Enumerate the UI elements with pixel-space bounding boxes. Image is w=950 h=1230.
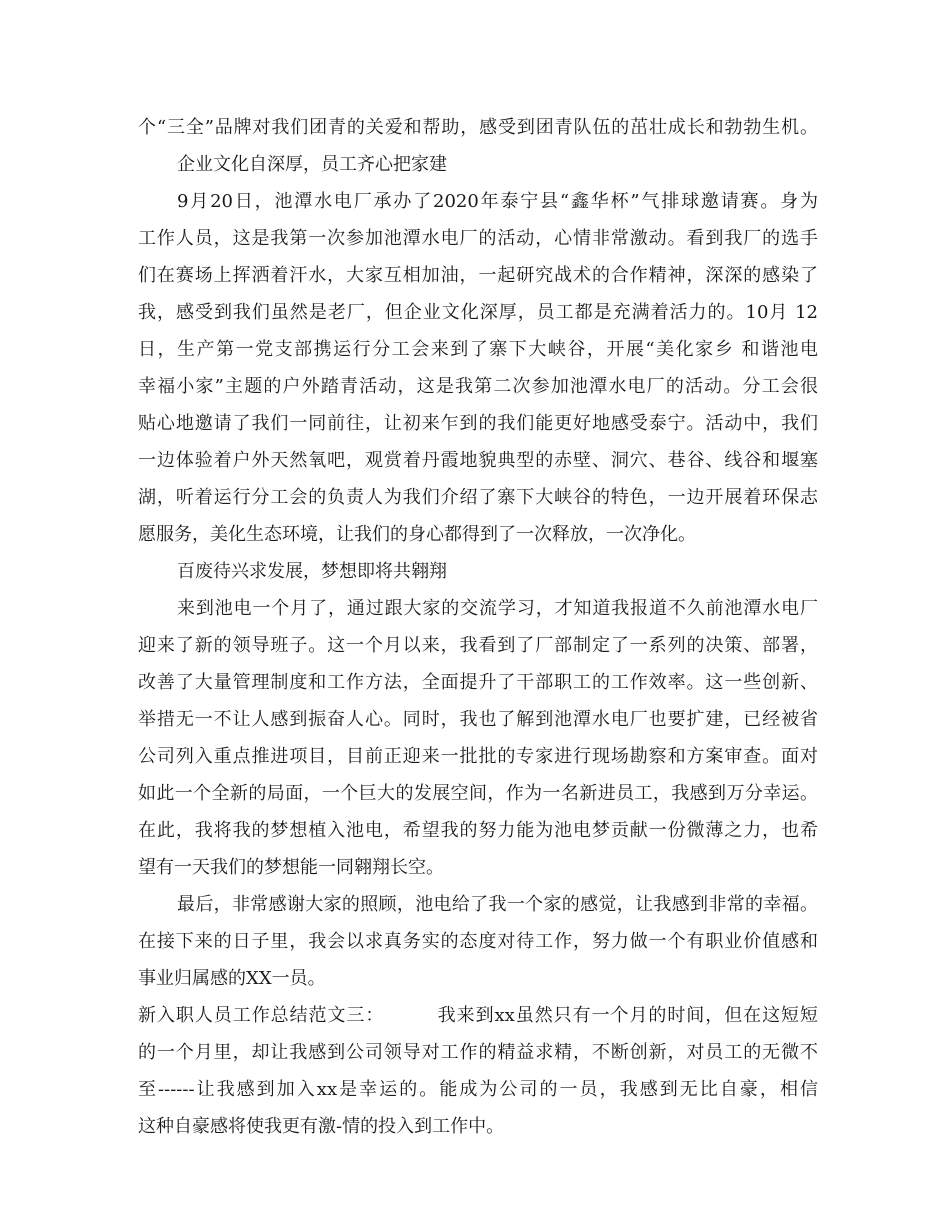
- paragraph-line: 贴心地邀请了我们一同前往，让初来乍到的我们能更好地感受泰宁。活动中，我们: [138, 413, 818, 434]
- paragraph-line: 事业归属感的XX一员。: [138, 968, 326, 989]
- paragraph-line: 们在赛场上挥洒着汗水，大家互相加油，一起研究战术的合作精神，深深的感染了: [138, 265, 818, 286]
- paragraph-line: 湖，听着运行分工会的负责人为我们介绍了寨下大峡谷的特色，一边开展着环保志: [138, 487, 818, 508]
- paragraph-line: 工作人员，这是我第一次参加池潭水电厂的活动，心情非常激动。看到我厂的选手: [138, 228, 818, 249]
- paragraph-line: 改善了大量管理制度和工作方法，全面提升了干部职工的工作效率。这一些创新、: [138, 672, 818, 693]
- paragraph-line: 日，生产第一党支部携运行分工会来到了寨下大峡谷，开展“美化家乡 和谐池电: [138, 339, 818, 360]
- paragraph-line: 在此，我将我的梦想植入池电，希望我的努力能为池电梦贡献一份微薄之力，也希: [138, 820, 818, 841]
- paragraph-line: 新入职人员工作总结范文三： 我来到xx虽然只有一个月的时间，但在这短短: [138, 1005, 818, 1026]
- paragraph-line: 来到池电一个月了，通过跟大家的交流学习，才知道我报道不久前池潭水电厂: [177, 598, 818, 619]
- paragraph-line: 我，感受到我们虽然是老厂，但企业文化深厚，员工都是充满着活力的。10月 12: [138, 302, 818, 323]
- paragraph-line: 9月20日，池潭水电厂承办了2020年泰宁县“鑫华杯”气排球邀请赛。身为: [177, 191, 818, 212]
- paragraph-line: 迎来了新的领导班子。这一个月以来，我看到了厂部制定了一系列的决策、部署，: [138, 635, 818, 656]
- paragraph-line: 一边体验着户外天然氧吧，观赏着丹霞地貌典型的赤壁、洞穴、巷谷、线谷和堰塞: [138, 450, 818, 471]
- section-heading: 百废待兴求发展，梦想即将共翱翔: [177, 561, 447, 582]
- paragraph-line: 望有一天我们的梦想能一同翱翔长空。: [138, 857, 444, 878]
- paragraph-line: 公司列入重点推进项目，目前正迎来一批批的专家进行现场勘察和方案审查。面对: [138, 746, 818, 767]
- section-heading: 企业文化自深厚，员工齐心把家建: [177, 154, 447, 175]
- paragraph-line: 愿服务，美化生态环境，让我们的身心都得到了一次释放，一次净化。: [138, 524, 696, 545]
- paragraph-line: 至------让我感到加入xx是幸运的。能成为公司的一员，我感到无比自豪，相信: [138, 1079, 818, 1100]
- paragraph-line: 个“三全”品牌对我们团青的关爱和帮助，感受到团青队伍的茁壮成长和勃勃生机。: [138, 117, 818, 138]
- paragraph-line: 最后，非常感谢大家的照顾，池电给了我一个家的感觉，让我感到非常的幸福。: [177, 894, 818, 915]
- paragraph-line: 幸福小家”主题的户外踏青活动，这是我第二次参加池潭水电厂的活动。分工会很: [138, 376, 818, 397]
- paragraph-line: 的一个月里，却让我感到公司领导对工作的精益求精，不断创新，对员工的无微不: [138, 1042, 818, 1063]
- paragraph-line: 在接下来的日子里，我会以求真务实的态度对待工作，努力做一个有职业价值感和: [138, 931, 818, 952]
- paragraph-line: 如此一个全新的局面，一个巨大的发展空间，作为一名新进员工，我感到万分幸运。: [138, 783, 818, 804]
- paragraph-line: 这种自豪感将使我更有激-情的投入到工作中。: [138, 1116, 505, 1137]
- paragraph-line: 举措无一不让人感到振奋人心。同时，我也了解到池潭水电厂也要扩建，已经被省: [138, 709, 818, 730]
